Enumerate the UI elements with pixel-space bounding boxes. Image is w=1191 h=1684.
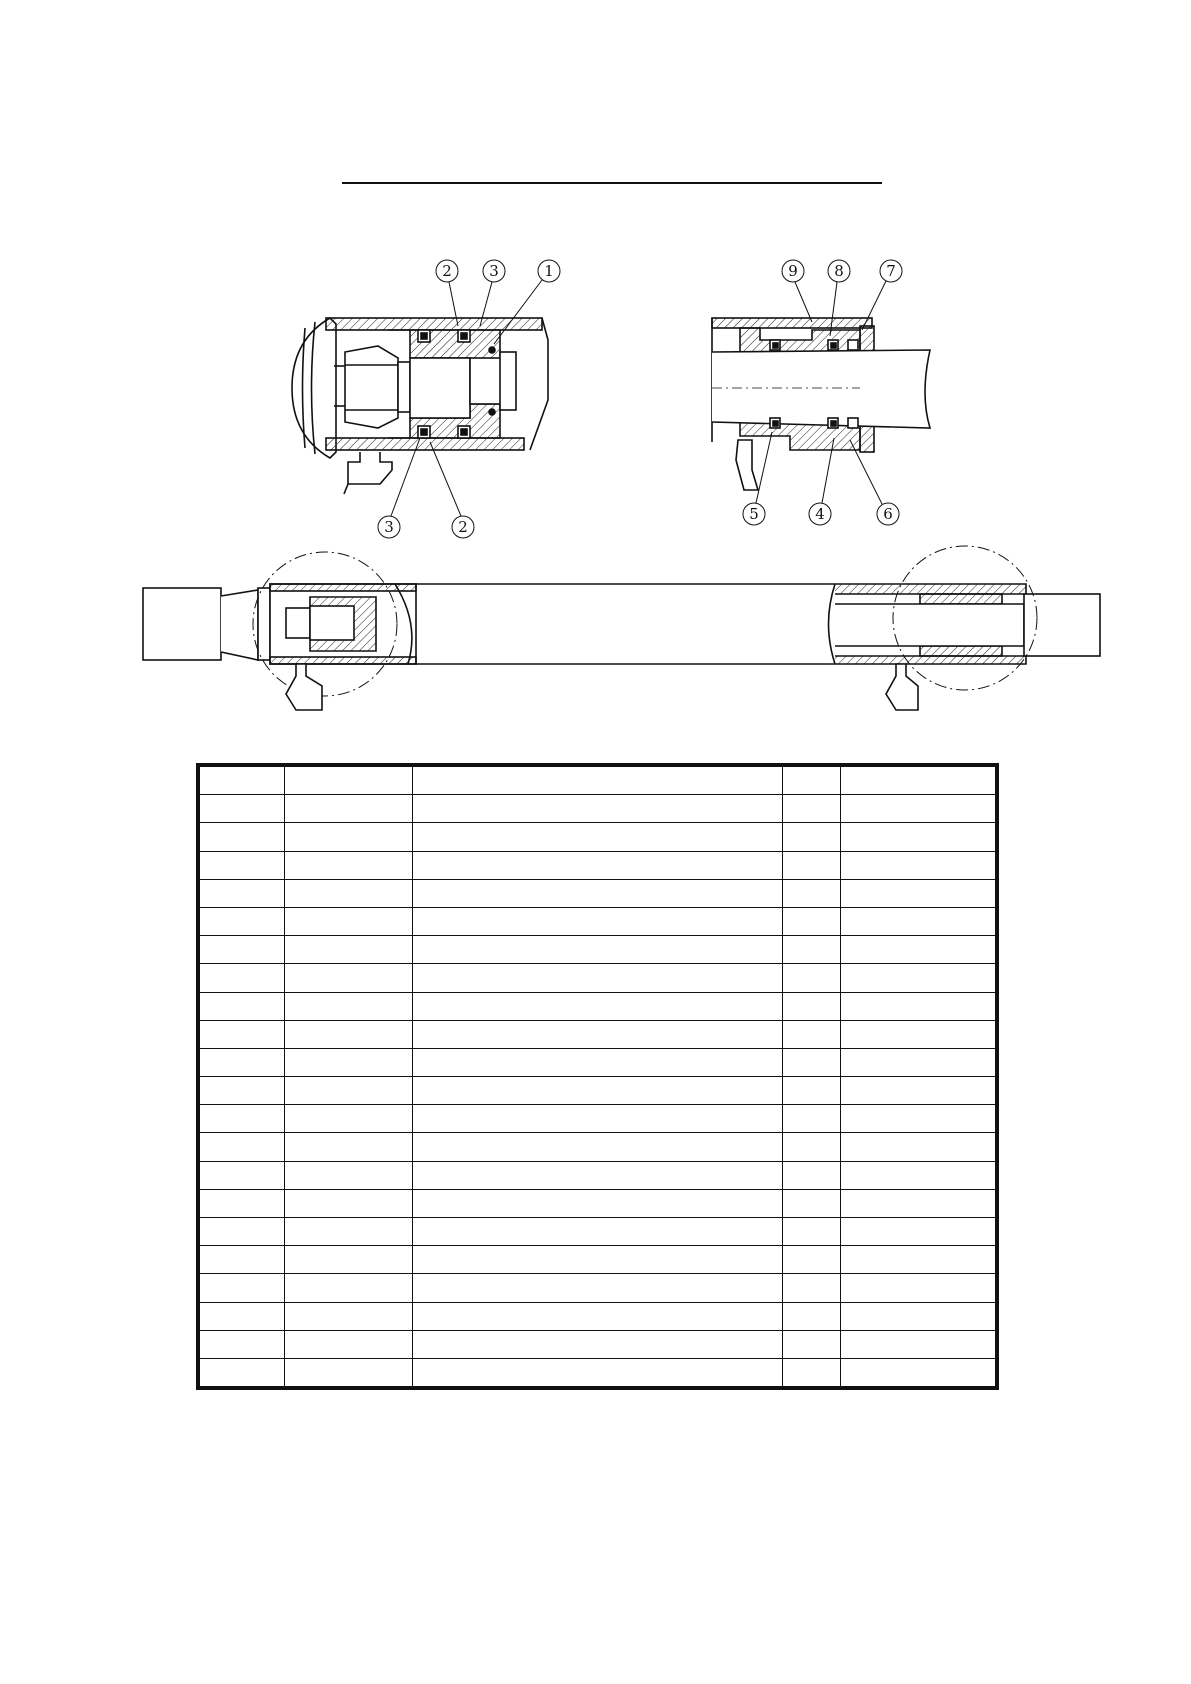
table-cell xyxy=(284,1302,412,1330)
table-cell xyxy=(840,1133,997,1161)
table-cell xyxy=(284,992,412,1020)
callout-label: 9 xyxy=(788,262,798,280)
table-cell xyxy=(198,765,284,795)
table-cell xyxy=(840,936,997,964)
table-cell xyxy=(284,1105,412,1133)
table-row xyxy=(198,1246,997,1274)
table-cell xyxy=(840,1105,997,1133)
table-row xyxy=(198,1161,997,1189)
table-cell xyxy=(412,1161,782,1189)
table-row xyxy=(198,1274,997,1302)
table-row xyxy=(198,1358,997,1388)
table-row xyxy=(198,936,997,964)
table-cell xyxy=(782,1133,840,1161)
table-cell xyxy=(412,1218,782,1246)
table-cell xyxy=(284,1274,412,1302)
table-cell xyxy=(782,879,840,907)
table-cell xyxy=(198,1330,284,1358)
table-cell xyxy=(198,1133,284,1161)
table-cell xyxy=(412,765,782,795)
table-cell xyxy=(782,1077,840,1105)
table-cell xyxy=(284,1189,412,1217)
table-cell xyxy=(198,1048,284,1076)
table-cell xyxy=(782,1302,840,1330)
table-cell xyxy=(284,964,412,992)
table-cell xyxy=(782,1020,840,1048)
callout-label: 3 xyxy=(384,518,394,536)
table-cell xyxy=(782,1274,840,1302)
table-cell xyxy=(284,765,412,795)
table-cell xyxy=(284,1358,412,1388)
callout-label: 8 xyxy=(834,262,844,280)
table-cell xyxy=(782,795,840,823)
table-cell xyxy=(284,823,412,851)
table-cell xyxy=(840,1189,997,1217)
table-cell xyxy=(198,1218,284,1246)
table-row xyxy=(198,1133,997,1161)
table-cell xyxy=(198,1105,284,1133)
table-cell xyxy=(412,1246,782,1274)
table-cell xyxy=(284,795,412,823)
table-cell xyxy=(840,992,997,1020)
table-cell xyxy=(412,1189,782,1217)
table-cell xyxy=(412,1358,782,1388)
right-detail-view xyxy=(712,318,930,490)
full-cylinder-assembly xyxy=(143,546,1100,710)
table-cell xyxy=(412,851,782,879)
table-cell xyxy=(198,907,284,935)
table-cell xyxy=(412,1330,782,1358)
table-cell xyxy=(840,1302,997,1330)
table-cell xyxy=(782,964,840,992)
table-cell xyxy=(412,936,782,964)
table-row xyxy=(198,795,997,823)
left-detail-view xyxy=(292,318,548,494)
table-cell xyxy=(284,851,412,879)
table-cell xyxy=(840,964,997,992)
table-cell xyxy=(198,1358,284,1388)
table-row xyxy=(198,1105,997,1133)
table-cell xyxy=(198,964,284,992)
table-cell xyxy=(198,1302,284,1330)
table-cell xyxy=(840,765,997,795)
table-cell xyxy=(284,1133,412,1161)
table-row xyxy=(198,879,997,907)
table-cell xyxy=(412,1274,782,1302)
table-cell xyxy=(782,851,840,879)
table-cell xyxy=(198,879,284,907)
callout-label: 5 xyxy=(749,505,759,523)
table-cell xyxy=(198,1161,284,1189)
parts-list-table xyxy=(196,763,999,1390)
table-cell xyxy=(782,1189,840,1217)
table-cell xyxy=(284,907,412,935)
table-cell xyxy=(412,1105,782,1133)
table-cell xyxy=(412,1077,782,1105)
table-cell xyxy=(412,907,782,935)
table-cell xyxy=(840,907,997,935)
table-cell xyxy=(412,823,782,851)
table-cell xyxy=(840,879,997,907)
table-row xyxy=(198,1020,997,1048)
table-cell xyxy=(840,795,997,823)
table-cell xyxy=(412,1048,782,1076)
table-cell xyxy=(840,851,997,879)
table-cell xyxy=(284,1020,412,1048)
table-row xyxy=(198,1077,997,1105)
table-cell xyxy=(840,1358,997,1388)
hydraulic-cylinder-drawing xyxy=(0,0,1191,740)
table-cell xyxy=(782,1218,840,1246)
table-row xyxy=(198,1218,997,1246)
table-row xyxy=(198,1189,997,1217)
table-cell xyxy=(412,795,782,823)
table-row xyxy=(198,964,997,992)
callout-label: 4 xyxy=(815,505,825,523)
table-cell xyxy=(198,1189,284,1217)
table-cell xyxy=(198,851,284,879)
table-cell xyxy=(284,1161,412,1189)
table-cell xyxy=(412,1302,782,1330)
table-cell xyxy=(412,964,782,992)
table-cell xyxy=(198,1274,284,1302)
table-row xyxy=(198,1302,997,1330)
table-row xyxy=(198,1330,997,1358)
table-cell xyxy=(782,765,840,795)
table-cell xyxy=(840,1048,997,1076)
parts-table-body xyxy=(198,765,997,1388)
table-cell xyxy=(284,1246,412,1274)
table-cell xyxy=(840,1161,997,1189)
table-cell xyxy=(412,1133,782,1161)
table-cell xyxy=(412,879,782,907)
callout-label: 6 xyxy=(883,505,893,523)
table-cell xyxy=(840,1274,997,1302)
table-cell xyxy=(782,1048,840,1076)
table-row xyxy=(198,765,997,795)
callout-label: 2 xyxy=(442,262,452,280)
table-cell xyxy=(412,1020,782,1048)
callout-label: 2 xyxy=(458,518,468,536)
table-cell xyxy=(782,1246,840,1274)
table-cell xyxy=(284,1330,412,1358)
table-cell xyxy=(840,1246,997,1274)
table-row xyxy=(198,992,997,1020)
table-cell xyxy=(840,1218,997,1246)
callout-label: 1 xyxy=(544,262,554,280)
table-cell xyxy=(840,823,997,851)
table-cell xyxy=(284,1218,412,1246)
table-cell xyxy=(782,1358,840,1388)
table-cell xyxy=(782,1161,840,1189)
table-cell xyxy=(782,936,840,964)
table-cell xyxy=(782,907,840,935)
table-cell xyxy=(198,936,284,964)
table-cell xyxy=(284,936,412,964)
table-cell xyxy=(198,823,284,851)
table-row xyxy=(198,823,997,851)
table-row xyxy=(198,1048,997,1076)
table-cell xyxy=(782,992,840,1020)
table-cell xyxy=(412,992,782,1020)
table-cell xyxy=(198,992,284,1020)
table-cell xyxy=(284,1077,412,1105)
callout-label: 7 xyxy=(886,262,896,280)
table-row xyxy=(198,907,997,935)
table-cell xyxy=(198,1020,284,1048)
table-cell xyxy=(284,1048,412,1076)
table-cell xyxy=(198,795,284,823)
table-cell xyxy=(782,1330,840,1358)
table-cell xyxy=(840,1020,997,1048)
table-cell xyxy=(284,879,412,907)
table-cell xyxy=(198,1077,284,1105)
table-cell xyxy=(198,1246,284,1274)
table-cell xyxy=(840,1077,997,1105)
table-cell xyxy=(840,1330,997,1358)
table-cell xyxy=(782,823,840,851)
callout-label: 3 xyxy=(489,262,499,280)
table-cell xyxy=(782,1105,840,1133)
table-row xyxy=(198,851,997,879)
